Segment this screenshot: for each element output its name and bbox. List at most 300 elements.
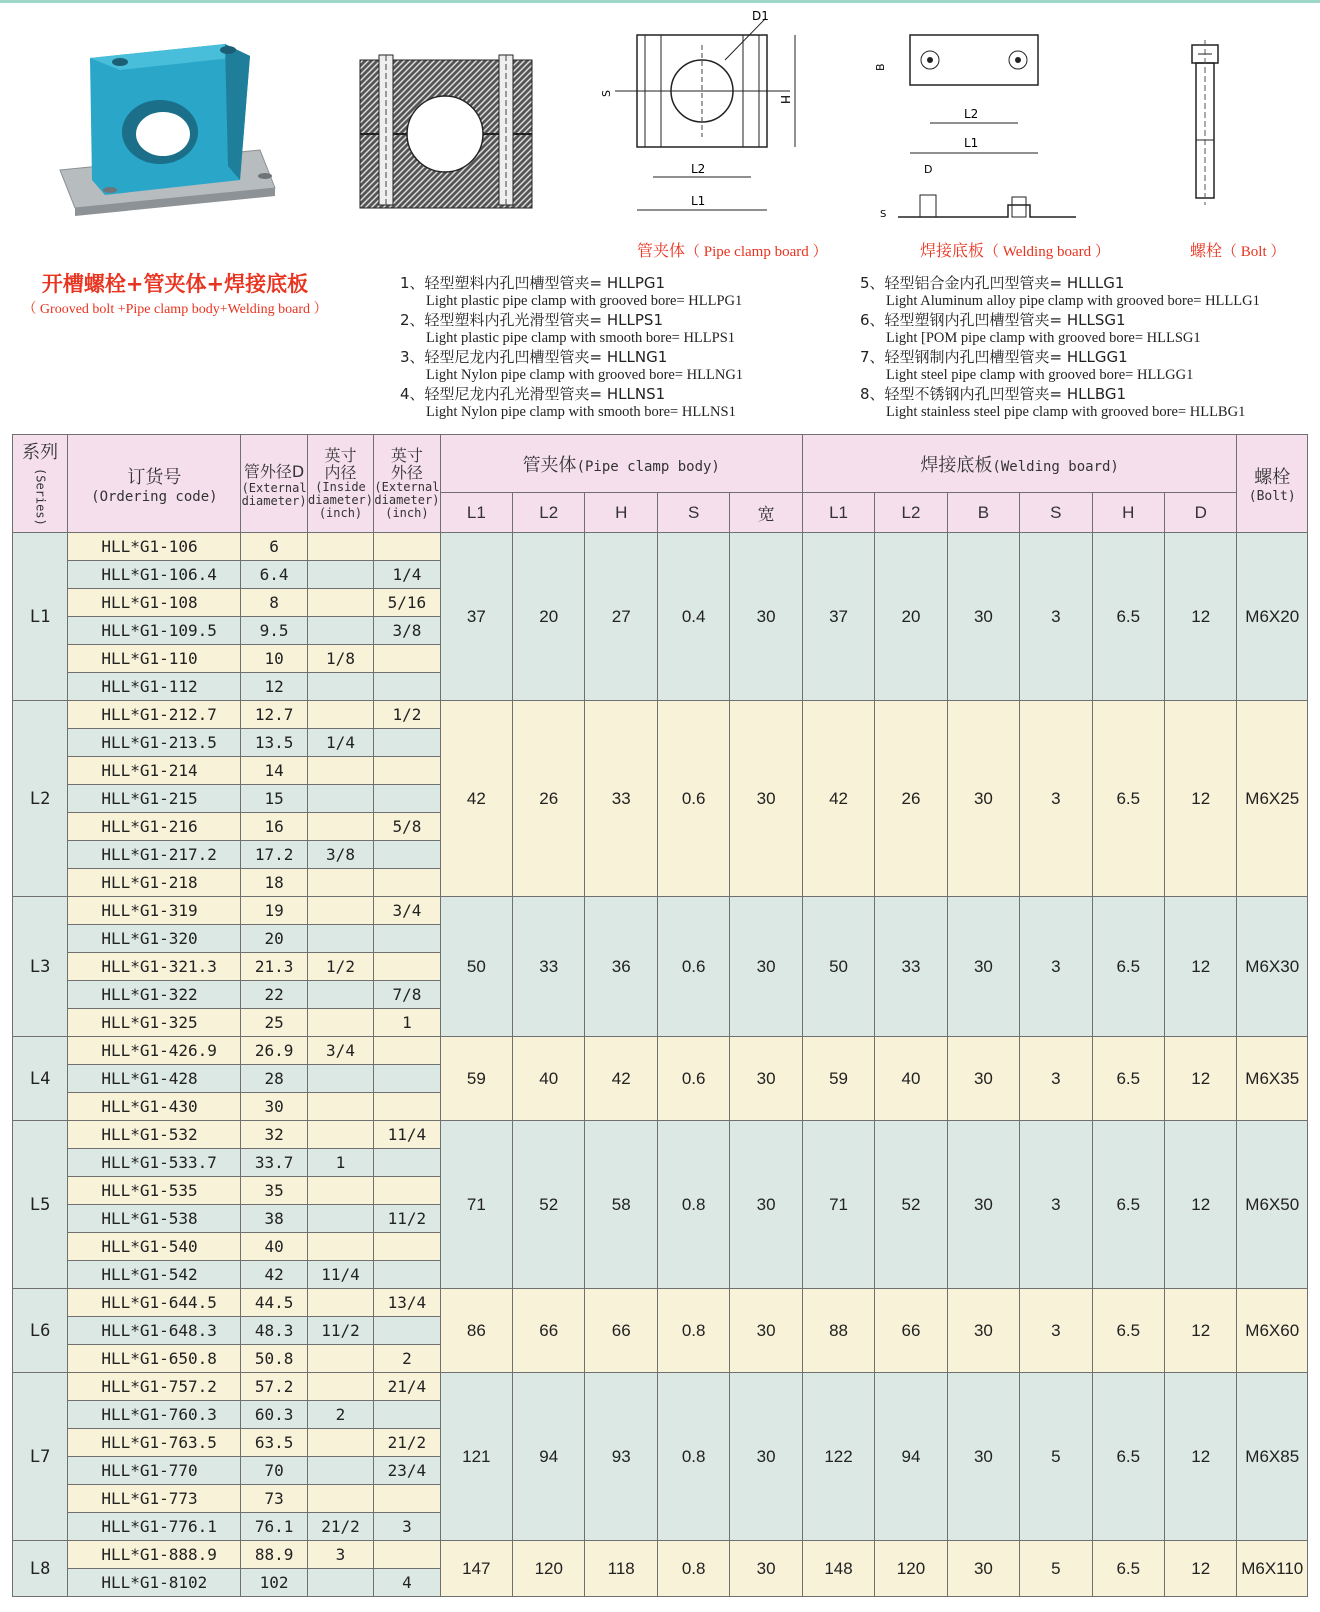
inch-outside-cell <box>374 869 440 897</box>
body-l1-cell: 71 <box>440 1121 512 1289</box>
inch-outside-cell <box>374 953 440 981</box>
inch-inside-cell <box>307 589 373 617</box>
outer-diameter-cell: 12 <box>241 673 307 701</box>
table-row <box>13 897 1308 925</box>
body-s-cell: 0.6 <box>657 897 729 1037</box>
ordering-code-cell: HLL*G1-648.3 <box>68 1317 241 1345</box>
inch-outside-cell: 3/4 <box>374 897 440 925</box>
ordering-code-cell: HLL*G1-532 <box>68 1121 241 1149</box>
outer-diameter-cell: 44.5 <box>241 1289 307 1317</box>
outer-diameter-cell: 13.5 <box>241 729 307 757</box>
weld-col-s: S <box>1020 493 1092 533</box>
body-l2-cell: 94 <box>513 1373 585 1541</box>
weld-l2-cell: 20 <box>875 533 947 701</box>
body-s-cell: 0.6 <box>657 701 729 897</box>
inch-outside-cell <box>374 1541 440 1569</box>
body-l2-cell: 52 <box>513 1121 585 1289</box>
inch-outside-cell <box>374 1149 440 1177</box>
inch-outside-cell: 7/8 <box>374 981 440 1009</box>
ordering-code-cell: HLL*G1-214 <box>68 757 241 785</box>
outer-diameter-cell: 50.8 <box>241 1345 307 1373</box>
ordering-code-cell: HLL*G1-322 <box>68 981 241 1009</box>
variant-item: 8、轻型不锈钢内孔凹型管夹= HLLBG1 Light stainless steel pipe clamp with grooved bore= HLLBG1 <box>860 385 1246 420</box>
body-col-h: H <box>585 493 657 533</box>
spec-table <box>12 434 1308 1597</box>
outer-diameter-cell: 30 <box>241 1093 307 1121</box>
dim-l2-weld-label: L2 <box>964 107 979 121</box>
series-cell: L2 <box>13 701 68 897</box>
outer-diameter-cell: 63.5 <box>241 1429 307 1457</box>
outer-diameter-cell: 33.7 <box>241 1149 307 1177</box>
weld-h-cell: 6.5 <box>1092 1037 1164 1121</box>
bolt-cell: M6X25 <box>1237 701 1308 897</box>
variant-item: 7、轻型钢制内孔凹槽型管夹= HLLGG1 Light steel pipe clamp with grooved bore= HLLGG1 <box>860 348 1194 383</box>
weld-d-cell: 12 <box>1165 1373 1237 1541</box>
series-cell: L4 <box>13 1037 68 1121</box>
outer-diameter-cell: 16 <box>241 813 307 841</box>
weld-h-cell: 6.5 <box>1092 1121 1164 1289</box>
body-l1-cell: 59 <box>440 1037 512 1121</box>
inch-outside-cell: 21/4 <box>374 1373 440 1401</box>
weld-h-cell: 6.5 <box>1092 1373 1164 1541</box>
ordering-code-cell: HLL*G1-319 <box>68 897 241 925</box>
inch-inside-header: 英寸 内径 (Inside diameter) (inch) <box>307 435 373 533</box>
outer-diameter-cell: 88.9 <box>241 1541 307 1569</box>
inch-outside-cell <box>374 1233 440 1261</box>
inch-inside-cell <box>307 813 373 841</box>
series-cell: L7 <box>13 1373 68 1541</box>
ordering-code-cell: HLL*G1-321.3 <box>68 953 241 981</box>
ordering-code-cell: HLL*G1-428 <box>68 1065 241 1093</box>
weld-l1-cell: 122 <box>802 1373 874 1541</box>
weld-b-cell: 30 <box>947 897 1019 1037</box>
ordering-code-cell: HLL*G1-217.2 <box>68 841 241 869</box>
weld-s-cell: 3 <box>1020 533 1092 701</box>
weld-s-cell: 3 <box>1020 701 1092 897</box>
pipe-clamp-photo <box>50 30 290 220</box>
dim-s-weld-label: S <box>880 209 887 220</box>
inch-inside-cell <box>307 1457 373 1485</box>
inch-inside-cell <box>307 897 373 925</box>
inch-outside-cell: 4 <box>374 1569 440 1597</box>
weld-col-b: B <box>947 493 1019 533</box>
body-l2-cell: 40 <box>513 1037 585 1121</box>
welding-board-caption: 焊接底板（ Welding board ） <box>920 241 1110 260</box>
ordering-code-cell: HLL*G1-776.1 <box>68 1513 241 1541</box>
variant-item: 1、轻型塑料内孔凹槽型管夹= HLLPG1 Light plastic pipe clamp with grooved bore= HLLPG1 <box>400 274 743 309</box>
body-col-s: S <box>657 493 729 533</box>
weld-b-cell: 30 <box>947 1289 1019 1373</box>
body-h-cell: 66 <box>585 1289 657 1373</box>
inch-inside-cell: 3/8 <box>307 841 373 869</box>
outer-diameter-cell: 102 <box>241 1569 307 1597</box>
ordering-code-cell: HLL*G1-773 <box>68 1485 241 1513</box>
table-row <box>13 533 1308 561</box>
ordering-code-cell: HLL*G1-650.8 <box>68 1345 241 1373</box>
pipe-clamp-body-group-header: 管夹体(Pipe clamp body) <box>440 435 802 493</box>
weld-l2-cell: 26 <box>875 701 947 897</box>
inch-inside-cell <box>307 869 373 897</box>
inch-inside-cell <box>307 1121 373 1149</box>
body-s-cell: 0.6 <box>657 1037 729 1121</box>
inch-outside-cell: 3/8 <box>374 617 440 645</box>
assembly-title: 开槽螺栓+管夹体+焊接底板 <box>41 272 309 296</box>
inch-outside-cell <box>374 1065 440 1093</box>
weld-l1-cell: 71 <box>802 1121 874 1289</box>
series-cell: L8 <box>13 1541 68 1597</box>
inch-inside-cell <box>307 1289 373 1317</box>
bolt-cell: M6X85 <box>1237 1373 1308 1541</box>
body-col-l2: L2 <box>513 493 585 533</box>
outer-diameter-cell: 26.9 <box>241 1037 307 1065</box>
weld-h-cell: 6.5 <box>1092 1541 1164 1597</box>
bolt-cell: M6X35 <box>1237 1037 1308 1121</box>
inch-outside-cell: 5/16 <box>374 589 440 617</box>
outer-diameter-cell: 48.3 <box>241 1317 307 1345</box>
weld-s-cell: 3 <box>1020 1037 1092 1121</box>
bolt-cell: M6X30 <box>1237 897 1308 1037</box>
weld-s-cell: 5 <box>1020 1373 1092 1541</box>
inch-inside-cell <box>307 1065 373 1093</box>
ordering-code-cell: HLL*G1-770 <box>68 1457 241 1485</box>
inch-inside-cell <box>307 673 373 701</box>
inch-inside-cell: 11/2 <box>307 1317 373 1345</box>
inch-outside-cell <box>374 1317 440 1345</box>
inch-outside-cell <box>374 785 440 813</box>
inch-inside-cell <box>307 981 373 1009</box>
ordering-code-cell: HLL*G1-110 <box>68 645 241 673</box>
body-l2-cell: 20 <box>513 533 585 701</box>
body-s-cell: 0.8 <box>657 1541 729 1597</box>
weld-h-cell: 6.5 <box>1092 1289 1164 1373</box>
ordering-code-cell: HLL*G1-644.5 <box>68 1289 241 1317</box>
series-cell: L3 <box>13 897 68 1037</box>
body-s-cell: 0.8 <box>657 1289 729 1373</box>
dim-s-label: S <box>600 90 613 97</box>
weld-b-cell: 30 <box>947 1373 1019 1541</box>
outer-diameter-header: 管外径D (External diameter) <box>241 435 307 533</box>
outer-diameter-cell: 32 <box>241 1121 307 1149</box>
inch-inside-cell <box>307 1429 373 1457</box>
outer-diameter-cell: 12.7 <box>241 701 307 729</box>
bolt-cell: M6X110 <box>1237 1541 1308 1597</box>
weld-col-l2: L2 <box>875 493 947 533</box>
ordering-code-cell: HLL*G1-763.5 <box>68 1429 241 1457</box>
body-l1-cell: 42 <box>440 701 512 897</box>
series-cell: L1 <box>13 533 68 701</box>
ordering-code-cell: HLL*G1-540 <box>68 1233 241 1261</box>
inch-inside-cell <box>307 1485 373 1513</box>
weld-l2-cell: 33 <box>875 897 947 1037</box>
inch-outside-cell <box>374 1261 440 1289</box>
inch-inside-cell <box>307 1009 373 1037</box>
ordering-code-cell: HLL*G1-109.5 <box>68 617 241 645</box>
table-row <box>13 1373 1308 1401</box>
body-h-cell: 118 <box>585 1541 657 1597</box>
outer-diameter-cell: 6.4 <box>241 561 307 589</box>
variant-item: 4、轻型尼龙内孔光滑型管夹= HLLNS1 Light Nylon pipe clamp with smooth bore= HLLNS1 <box>400 385 736 420</box>
inch-inside-cell: 1 <box>307 1149 373 1177</box>
outer-diameter-cell: 57.2 <box>241 1373 307 1401</box>
body-h-cell: 58 <box>585 1121 657 1289</box>
pipe-clamp-body-drawing <box>600 5 825 220</box>
inch-inside-cell: 1/8 <box>307 645 373 673</box>
inch-inside-cell <box>307 785 373 813</box>
weld-d-cell: 12 <box>1165 897 1237 1037</box>
weld-l1-cell: 42 <box>802 701 874 897</box>
inch-inside-cell <box>307 1345 373 1373</box>
weld-s-cell: 3 <box>1020 1289 1092 1373</box>
outer-diameter-cell: 9.5 <box>241 617 307 645</box>
outer-diameter-cell: 40 <box>241 1233 307 1261</box>
outer-diameter-cell: 73 <box>241 1485 307 1513</box>
spec-table-body <box>13 533 1308 1597</box>
body-s-cell: 0.8 <box>657 1121 729 1289</box>
variant-item: 2、轻型塑料内孔光滑型管夹= HLLPS1 Light plastic pipe clamp with smooth bore= HLLPS1 <box>400 311 736 346</box>
ordering-code-cell: HLL*G1-320 <box>68 925 241 953</box>
inch-outside-cell: 2 <box>374 1345 440 1373</box>
ordering-code-cell: HLL*G1-535 <box>68 1177 241 1205</box>
body-col-width: 宽 <box>730 493 802 533</box>
outer-diameter-cell: 6 <box>241 533 307 561</box>
inch-outside-cell <box>374 1401 440 1429</box>
body-h-cell: 33 <box>585 701 657 897</box>
outer-diameter-cell: 22 <box>241 981 307 1009</box>
inch-inside-cell <box>307 617 373 645</box>
ordering-code-cell: HLL*G1-112 <box>68 673 241 701</box>
bolt-cell: M6X60 <box>1237 1289 1308 1373</box>
weld-b-cell: 30 <box>947 1541 1019 1597</box>
inch-outside-cell: 11/4 <box>374 1121 440 1149</box>
outer-diameter-cell: 15 <box>241 785 307 813</box>
inch-outside-cell <box>374 757 440 785</box>
inch-inside-cell: 3/4 <box>307 1037 373 1065</box>
outer-diameter-cell: 19 <box>241 897 307 925</box>
inch-inside-cell <box>307 1569 373 1597</box>
table-row <box>13 1289 1308 1317</box>
body-h-cell: 93 <box>585 1373 657 1541</box>
weld-l1-cell: 37 <box>802 533 874 701</box>
inch-inside-cell <box>307 757 373 785</box>
body-s-cell: 0.4 <box>657 533 729 701</box>
table-row <box>13 701 1308 729</box>
inch-outside-header: 英寸 外径 (External diameter) (inch) <box>374 435 440 533</box>
weld-l1-cell: 59 <box>802 1037 874 1121</box>
inch-inside-cell: 21/2 <box>307 1513 373 1541</box>
inch-outside-cell <box>374 729 440 757</box>
top-accent-line <box>0 0 1320 3</box>
ordering-code-cell: HLL*G1-218 <box>68 869 241 897</box>
dim-b-label: B <box>874 63 887 71</box>
ordering-code-header: 订货号 (Ordering code) <box>68 435 241 533</box>
inch-inside-cell: 2 <box>307 1401 373 1429</box>
ordering-code-cell: HLL*G1-533.7 <box>68 1149 241 1177</box>
weld-h-cell: 6.5 <box>1092 701 1164 897</box>
inch-inside-cell <box>307 533 373 561</box>
weld-s-cell: 3 <box>1020 1121 1092 1289</box>
ordering-code-cell: HLL*G1-213.5 <box>68 729 241 757</box>
ordering-code-cell: HLL*G1-542 <box>68 1261 241 1289</box>
bolt-caption: 螺栓（ Bolt ） <box>1190 241 1286 260</box>
weld-d-cell: 12 <box>1165 533 1237 701</box>
ordering-code-cell: HLL*G1-426.9 <box>68 1037 241 1065</box>
assembly-subtitle: （ Grooved bolt +Pipe clamp body+Welding board ） <box>22 302 328 317</box>
body-width-cell: 30 <box>730 897 802 1037</box>
dim-d1-label: D1 <box>752 9 769 23</box>
bolt-cell: M6X20 <box>1237 533 1308 701</box>
weld-s-cell: 3 <box>1020 897 1092 1037</box>
inch-inside-cell <box>307 701 373 729</box>
body-l1-cell: 86 <box>440 1289 512 1373</box>
dim-l1-weld-label: L1 <box>964 136 979 150</box>
inch-inside-cell: 1/4 <box>307 729 373 757</box>
ordering-code-cell: HLL*G1-108 <box>68 589 241 617</box>
inch-outside-cell <box>374 1485 440 1513</box>
welding-board-drawing <box>874 25 1100 225</box>
ordering-code-cell: HLL*G1-212.7 <box>68 701 241 729</box>
inch-inside-cell: 11/4 <box>307 1261 373 1289</box>
inch-outside-cell: 1/2 <box>374 701 440 729</box>
inch-inside-cell: 1/2 <box>307 953 373 981</box>
inch-outside-cell <box>374 533 440 561</box>
bolt-cell: M6X50 <box>1237 1121 1308 1289</box>
inch-inside-cell <box>307 1233 373 1261</box>
bolt-header: 螺栓 (Bolt) <box>1237 435 1308 533</box>
outer-diameter-cell: 20 <box>241 925 307 953</box>
outer-diameter-cell: 14 <box>241 757 307 785</box>
inch-outside-cell: 23/4 <box>374 1457 440 1485</box>
bolt-drawing <box>1180 40 1230 210</box>
inch-inside-cell <box>307 1177 373 1205</box>
body-s-cell: 0.8 <box>657 1373 729 1541</box>
outer-diameter-cell: 17.2 <box>241 841 307 869</box>
body-h-cell: 27 <box>585 533 657 701</box>
body-l1-cell: 50 <box>440 897 512 1037</box>
body-l2-cell: 120 <box>513 1541 585 1597</box>
weld-l2-cell: 52 <box>875 1121 947 1289</box>
outer-diameter-cell: 35 <box>241 1177 307 1205</box>
weld-l2-cell: 94 <box>875 1373 947 1541</box>
outer-diameter-cell: 10 <box>241 645 307 673</box>
outer-diameter-cell: 70 <box>241 1457 307 1485</box>
inch-outside-cell: 13/4 <box>374 1289 440 1317</box>
weld-d-cell: 12 <box>1165 1037 1237 1121</box>
inch-outside-cell <box>374 1037 440 1065</box>
body-h-cell: 42 <box>585 1037 657 1121</box>
outer-diameter-cell: 76.1 <box>241 1513 307 1541</box>
clamp-body-caption: 管夹体（ Pipe clamp board ） <box>637 241 828 260</box>
table-row <box>13 1037 1308 1065</box>
weld-l2-cell: 40 <box>875 1037 947 1121</box>
inch-outside-cell <box>374 925 440 953</box>
body-l1-cell: 37 <box>440 533 512 701</box>
dim-h-label: H <box>778 95 792 105</box>
outer-diameter-cell: 38 <box>241 1205 307 1233</box>
ordering-code-cell: HLL*G1-215 <box>68 785 241 813</box>
weld-l2-cell: 120 <box>875 1541 947 1597</box>
weld-s-cell: 5 <box>1020 1541 1092 1597</box>
series-cell: L6 <box>13 1289 68 1373</box>
weld-col-d: D <box>1165 493 1237 533</box>
body-width-cell: 30 <box>730 1037 802 1121</box>
body-l1-cell: 121 <box>440 1373 512 1541</box>
outer-diameter-cell: 18 <box>241 869 307 897</box>
weld-b-cell: 30 <box>947 1037 1019 1121</box>
ordering-code-cell: HLL*G1-757.2 <box>68 1373 241 1401</box>
body-width-cell: 30 <box>730 1541 802 1597</box>
ordering-code-cell: HLL*G1-8102 <box>68 1569 241 1597</box>
body-width-cell: 30 <box>730 1373 802 1541</box>
ordering-code-cell: HLL*G1-216 <box>68 813 241 841</box>
weld-d-cell: 12 <box>1165 1121 1237 1289</box>
inch-outside-cell: 3 <box>374 1513 440 1541</box>
inch-outside-cell: 21/2 <box>374 1429 440 1457</box>
inch-outside-cell <box>374 645 440 673</box>
outer-diameter-cell: 8 <box>241 589 307 617</box>
dim-l2-label: L2 <box>691 162 706 176</box>
ordering-code-cell: HLL*G1-430 <box>68 1093 241 1121</box>
inch-outside-cell <box>374 1093 440 1121</box>
body-l2-cell: 26 <box>513 701 585 897</box>
inch-outside-cell: 11/2 <box>374 1205 440 1233</box>
body-l2-cell: 33 <box>513 897 585 1037</box>
weld-b-cell: 30 <box>947 533 1019 701</box>
body-l2-cell: 66 <box>513 1289 585 1373</box>
weld-l2-cell: 66 <box>875 1289 947 1373</box>
inch-outside-cell: 1/4 <box>374 561 440 589</box>
outer-diameter-cell: 42 <box>241 1261 307 1289</box>
ordering-code-cell: HLL*G1-888.9 <box>68 1541 241 1569</box>
cross-section-drawing <box>355 50 540 215</box>
series-cell: L5 <box>13 1121 68 1289</box>
inch-inside-cell <box>307 1205 373 1233</box>
outer-diameter-cell: 60.3 <box>241 1401 307 1429</box>
weld-d-cell: 12 <box>1165 701 1237 897</box>
series-header: 系列 (Series) <box>13 435 68 533</box>
weld-b-cell: 30 <box>947 1121 1019 1289</box>
ordering-code-cell: HLL*G1-106 <box>68 533 241 561</box>
weld-b-cell: 30 <box>947 701 1019 897</box>
inch-outside-cell <box>374 841 440 869</box>
inch-inside-cell <box>307 1093 373 1121</box>
body-width-cell: 30 <box>730 1121 802 1289</box>
ordering-code-cell: HLL*G1-325 <box>68 1009 241 1037</box>
outer-diameter-cell: 28 <box>241 1065 307 1093</box>
body-h-cell: 36 <box>585 897 657 1037</box>
inch-inside-cell <box>307 1373 373 1401</box>
body-col-l1: L1 <box>440 493 512 533</box>
weld-col-l1: L1 <box>802 493 874 533</box>
weld-l1-cell: 88 <box>802 1289 874 1373</box>
outer-diameter-cell: 21.3 <box>241 953 307 981</box>
variant-item: 6、轻型塑钢内孔凹槽型管夹= HLLSG1 Light [POM pipe clamp with grooved bore= HLLSG1 <box>860 311 1201 346</box>
table-row <box>13 1541 1308 1569</box>
dim-l1-label: L1 <box>691 194 706 208</box>
ordering-code-cell: HLL*G1-538 <box>68 1205 241 1233</box>
outer-diameter-cell: 25 <box>241 1009 307 1037</box>
table-row <box>13 1121 1308 1149</box>
inch-outside-cell <box>374 673 440 701</box>
body-l1-cell: 147 <box>440 1541 512 1597</box>
welding-board-group-header: 焊接底板(Welding board) <box>802 435 1237 493</box>
weld-h-cell: 6.5 <box>1092 533 1164 701</box>
weld-d-cell: 12 <box>1165 1541 1237 1597</box>
body-width-cell: 30 <box>730 701 802 897</box>
body-width-cell: 30 <box>730 533 802 701</box>
inch-outside-cell <box>374 1177 440 1205</box>
ordering-code-cell: HLL*G1-760.3 <box>68 1401 241 1429</box>
weld-d-cell: 12 <box>1165 1289 1237 1373</box>
